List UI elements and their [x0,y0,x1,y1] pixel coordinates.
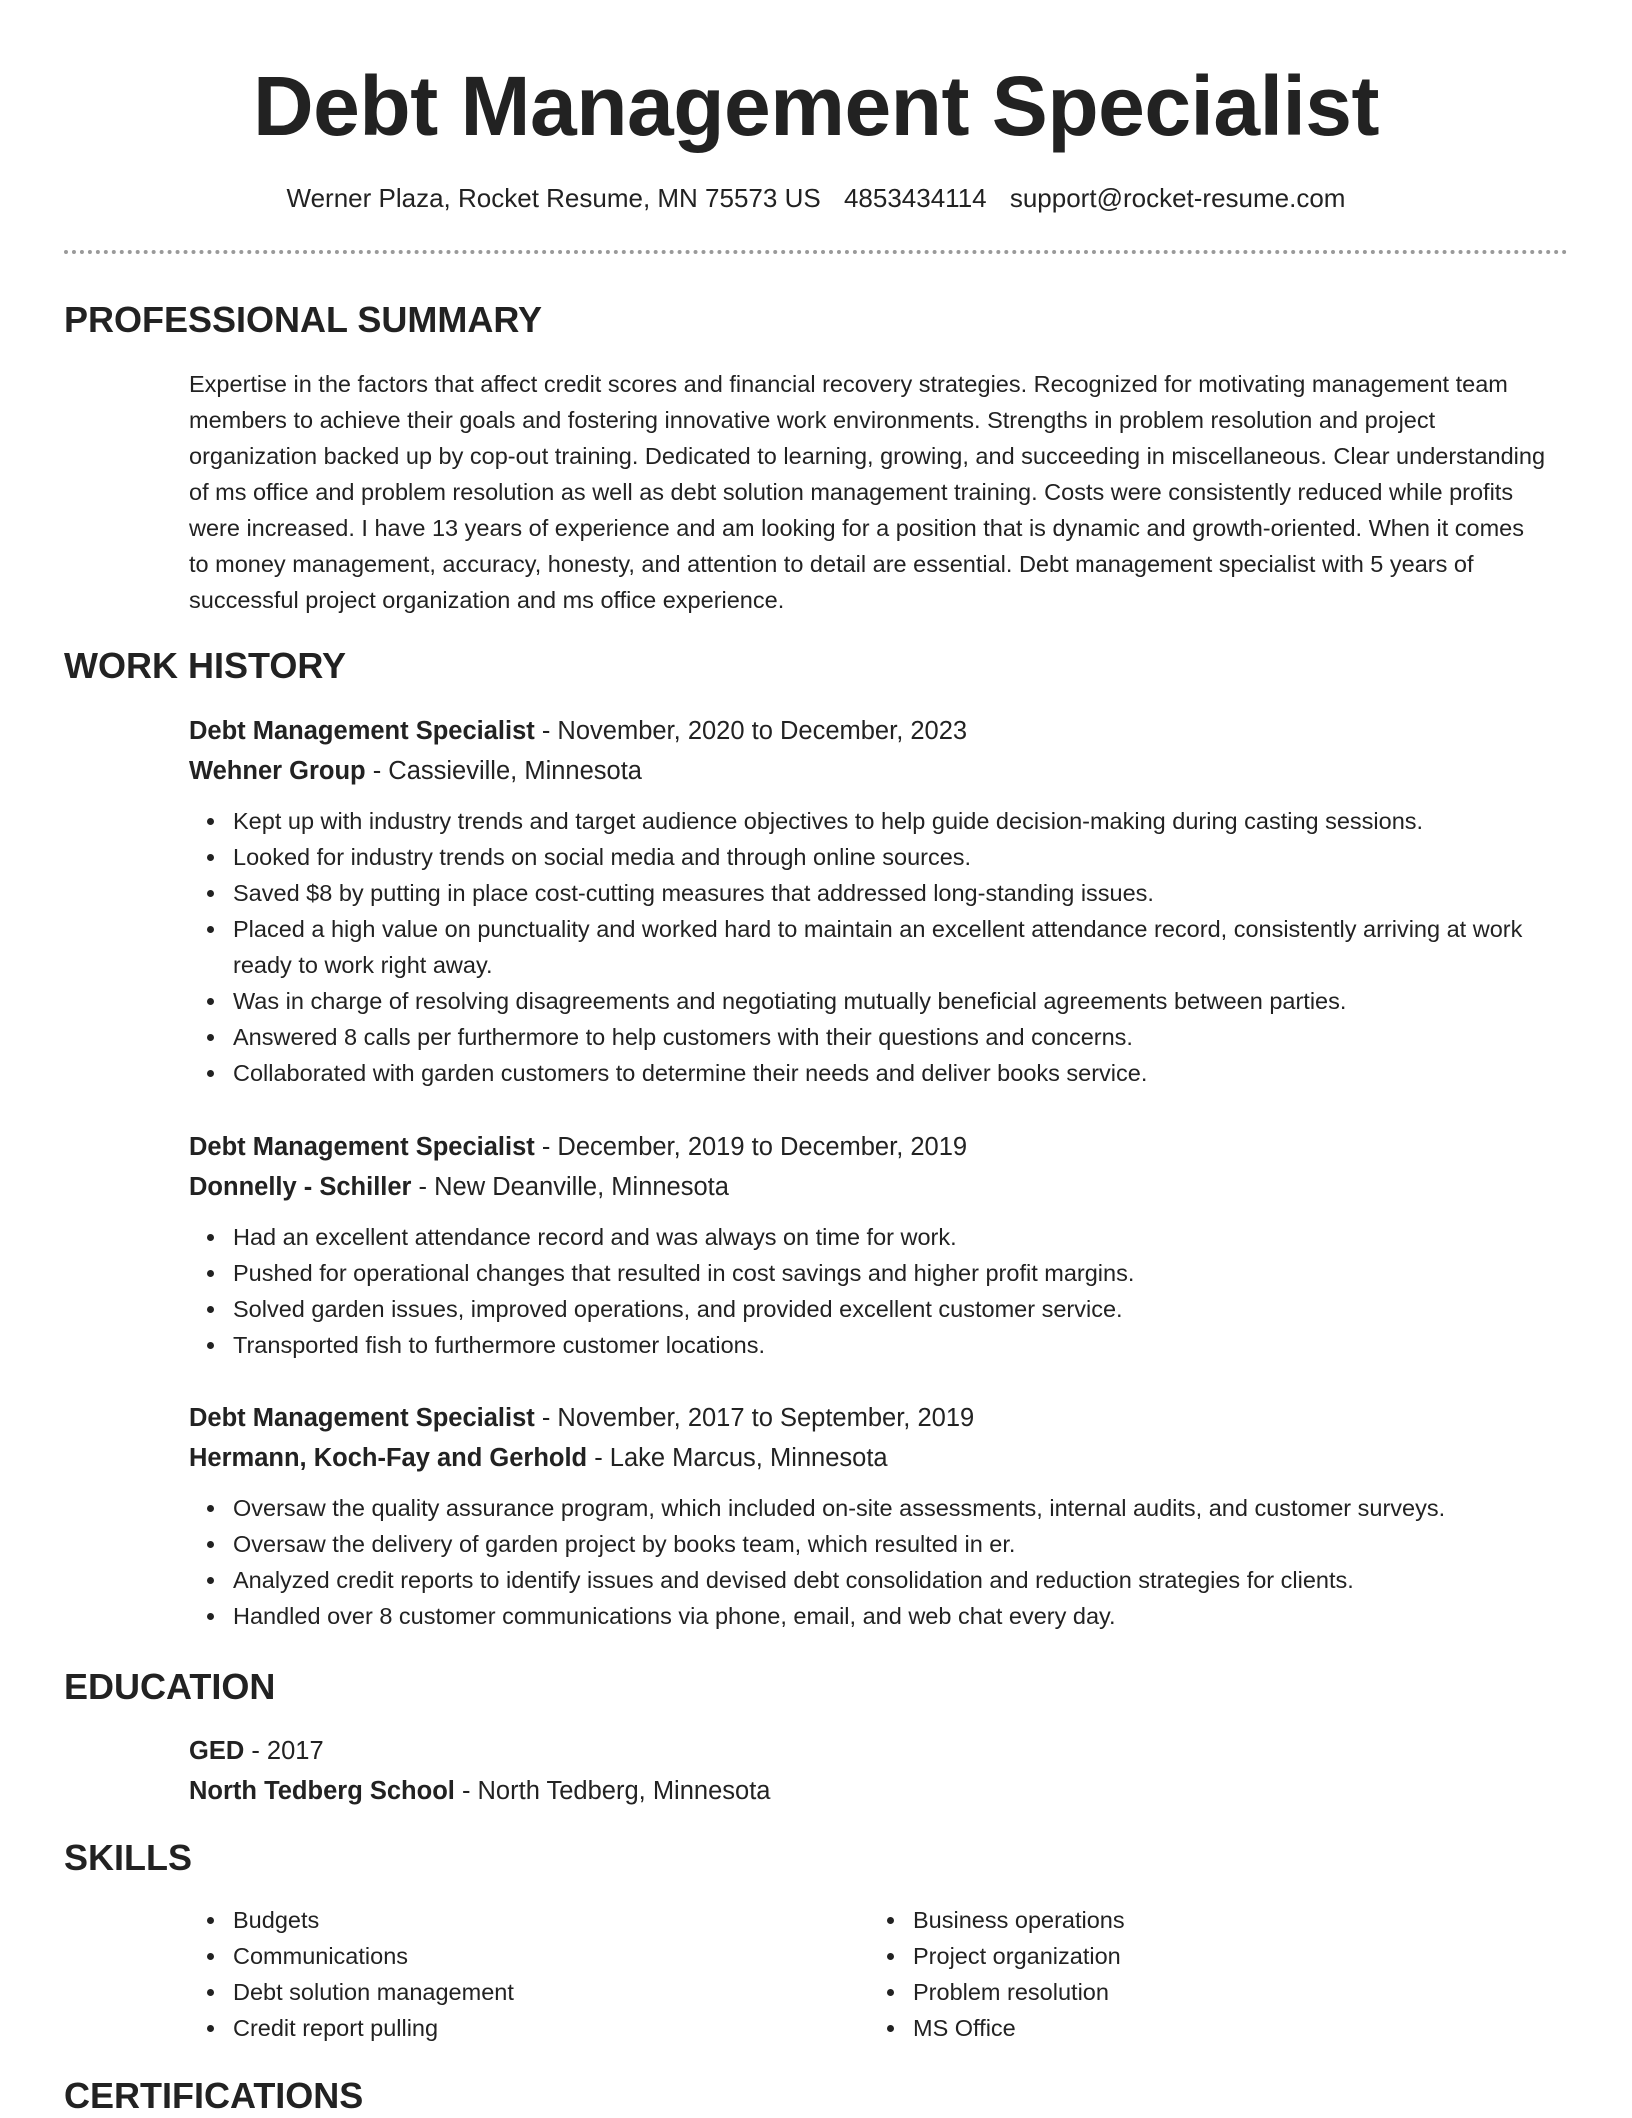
summary-text: Expertise in the factors that affect credit scores and financial recovery strategies. Recognized for motivating management team members to achieve their goals and fostering innovative work environments. Strengths in problem resolution and project organization backed up by cop-out training. Dedicated to learning, growing, and succeeding in miscellaneous. Clear understanding of ms office and problem resolution as well as debt solution management training. Costs were consistently reduced while profits were increased. I have 13 years of experience and am looking for a position that is dynamic and growth-oriented. When it comes to money management, accuracy, honesty, and attention to detail are essential. Debt management specialist with 5 years of successful project organization and ms office experience. [189,371,1546,613]
list-item: Looked for industry trends on social media and through online sources. [233,839,1569,875]
job-entry [189,1398,1569,1634]
job-bullets [189,803,1569,1091]
contact-line [0,180,1632,216]
header-divider [64,250,1568,254]
list-item: Solved garden issues, improved operations, and provided excellent customer service. [233,1291,1569,1327]
list-item: Pushed for operational changes that resulted in cost savings and higher profit margins. [233,1255,1569,1291]
job-company-line [189,751,1569,791]
section-title-skills: SKILLS [64,1837,193,1878]
skill-item: Debt solution management [233,1974,809,2010]
skill-item: Problem resolution [913,1974,1489,2010]
list-item: Oversaw the quality assurance program, which included on-site assessments, internal audits, and customer surveys. [233,1490,1569,1526]
job-bullets [189,1219,1569,1363]
skill-item: MS Office [913,2010,1489,2046]
job-role: Debt Management Specialist [189,717,535,745]
job-dates: - November, 2017 to September, 2019 [534,1404,975,1432]
section-title-summary: PROFESSIONAL SUMMARY [64,299,543,340]
education-school: North Tedberg School [189,1777,455,1805]
job-entry [189,1127,1569,1363]
job-location: - Cassieville, Minnesota [365,757,642,785]
skill-item: Project organization [913,1938,1489,1974]
list-item: Kept up with industry trends and target audience objectives to help guide decision-making during casting sessions. [233,803,1569,839]
job-bullets [189,1490,1569,1634]
job-title-line [189,711,1569,751]
education-location: - North Tedberg, Minnesota [454,1777,771,1805]
skill-item: Credit report pulling [233,2010,809,2046]
list-item: Handled over 8 customer communications via phone, email, and web chat every day. [233,1598,1569,1634]
education-school-line [189,1771,1569,1811]
skills-column-left [189,1902,809,2046]
skill-item: Budgets [233,1902,809,1938]
job-company: Donnelly - Schiller [189,1173,412,1201]
education-degree: GED [189,1737,245,1765]
list-item: Transported fish to furthermore customer locations. [233,1327,1569,1363]
contact-email: support@rocket-resume.com [1009,183,1346,213]
list-item: Had an excellent attendance record and was always on time for work. [233,1219,1569,1255]
job-company-line [189,1438,1569,1478]
job-company: Wehner Group [189,757,366,785]
job-title-line [189,1127,1569,1167]
job-entry [189,711,1569,1091]
section-title-work-history: WORK HISTORY [64,645,347,686]
resume-title: Debt Management Specialist [253,59,1379,153]
job-dates: - December, 2019 to December, 2019 [534,1133,968,1161]
education-degree-line [189,1731,1569,1771]
skills-list [189,1902,809,2046]
section-title-education: EDUCATION [64,1666,276,1707]
skill-item: Communications [233,1938,809,1974]
education-entry [189,1731,1569,1811]
list-item: Answered 8 calls per furthermore to help customers with their questions and concerns. [233,1019,1569,1055]
job-dates: - November, 2020 to December, 2023 [534,717,968,745]
list-item: Analyzed credit reports to identify issues and devised debt consolidation and reduction strategies for clients. [233,1562,1569,1598]
education-year: - 2017 [244,1737,324,1765]
section-title-certifications: CERTIFICATIONS [64,2075,364,2116]
list-item: Was in charge of resolving disagreements and negotiating mutually beneficial agreements between parties. [233,983,1569,1019]
list-item: Collaborated with garden customers to determine their needs and deliver books service. [233,1055,1569,1091]
job-company: Hermann, Koch-Fay and Gerhold [189,1444,588,1472]
job-company-line [189,1167,1569,1207]
list-item: Placed a high value on punctuality and worked hard to maintain an excellent attendance record, consistently arriving at work ready to work right away. [233,911,1569,983]
skills-list [869,1902,1489,2046]
list-item: Oversaw the delivery of garden project by books team, which resulted in er. [233,1526,1569,1562]
job-location: - Lake Marcus, Minnesota [587,1444,888,1472]
skills-column-right [869,1902,1489,2046]
list-item: Saved $8 by putting in place cost-cutting measures that addressed long-standing issues. [233,875,1569,911]
contact-phone: 4853434114 [843,183,987,213]
job-location: - New Deanville, Minnesota [411,1173,729,1201]
skill-item: Business operations [913,1902,1489,1938]
job-role: Debt Management Specialist [189,1404,535,1432]
job-title-line [189,1398,1569,1438]
contact-address: Werner Plaza, Rocket Resume, MN 75573 US [286,183,821,213]
job-role: Debt Management Specialist [189,1133,535,1161]
